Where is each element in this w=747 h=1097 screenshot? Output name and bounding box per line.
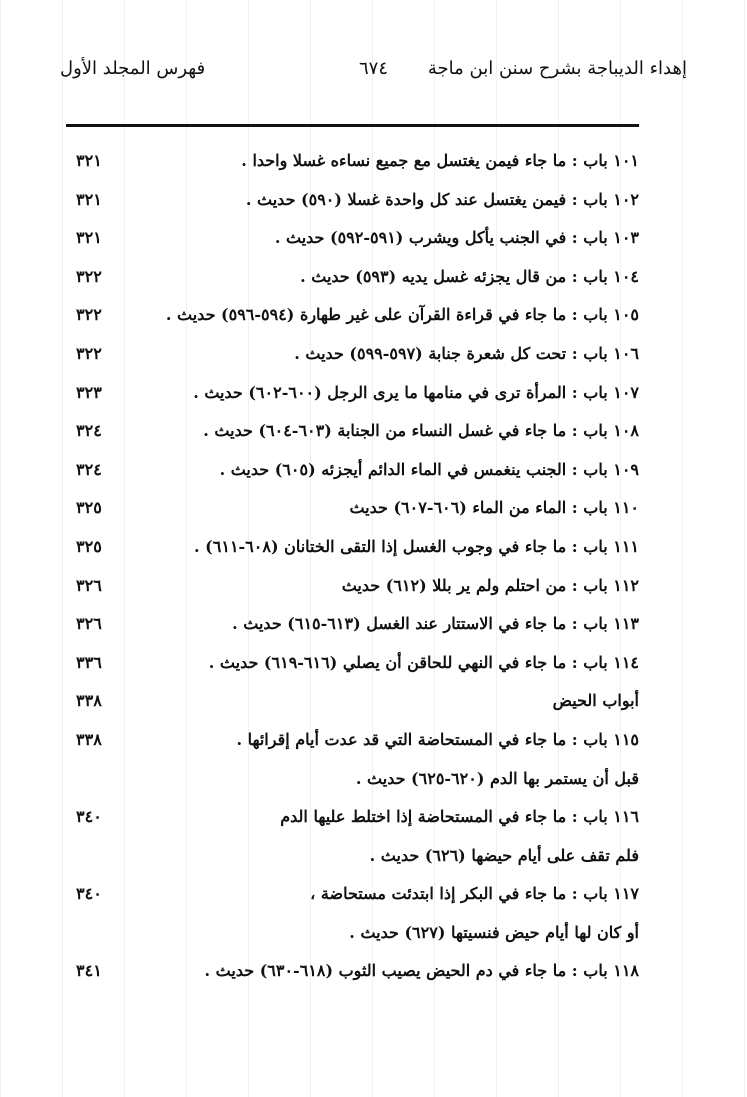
toc-entry-page: ٣٢٤ <box>76 421 102 441</box>
toc-entry-text: ١١٠ باب : الماء من الماء (٦٠٦-٦٠٧) حديث <box>349 498 639 518</box>
header-rule <box>66 124 639 127</box>
toc-entry <box>76 185 639 224</box>
page-number: ٦٧٤ <box>358 58 388 79</box>
toc-entry-page: ٣٣٦ <box>76 652 102 672</box>
toc-entry-page: ٣٢٥ <box>76 498 102 518</box>
toc-entry-page: ٣٢١ <box>76 189 102 209</box>
toc-entry-text: ١١٣ باب : ما جاء في الاستتار عند الغسل (٦١٣-٦١٥) حديث . <box>232 614 639 634</box>
toc-entry <box>76 416 639 455</box>
toc-entry-page: ٣٤١ <box>76 961 102 981</box>
toc-entry-page: ٣٢٦ <box>76 575 102 595</box>
toc-entry-text: ١٠٣ باب : في الجنب يأكل ويشرب (٥٩١-٥٩٢) حديث . <box>274 228 639 248</box>
toc-entry-page: ٣٣٨ <box>76 691 102 711</box>
toc-entry <box>76 339 639 378</box>
toc-entry-page: ٣٢٣ <box>76 382 102 402</box>
toc-entry-page: ٣٤٠ <box>76 807 102 827</box>
toc-entry-continuation <box>76 841 639 880</box>
toc-entry-text: ١٠٢ باب : فيمن يغتسل عند كل واحدة غسلا (٥٩٠) حديث . <box>245 189 639 209</box>
toc-entry <box>76 956 639 995</box>
toc-entry-text: ١٠٤ باب : من قال يجزئه غسل يديه (٥٩٣) حديث . <box>300 266 639 286</box>
toc-entry <box>76 879 639 918</box>
page-header <box>60 58 687 90</box>
toc-entry-text: ١٠٧ باب : المرأة ترى في منامها ما يرى الرجل (٦٠٠-٦٠٢) حديث . <box>193 382 639 402</box>
toc-entry-page: ٣٢٢ <box>76 305 102 325</box>
toc-entry-page: ٣٢٤ <box>76 459 102 479</box>
toc-entry <box>76 455 639 494</box>
toc-entry-text: ١١١ باب : ما جاء في وجوب الغسل إذا التقى الختانان (٦٠٨-٦١١) . <box>194 536 639 556</box>
toc-entry-text: ١١٢ باب : من احتلم ولم ير بللا (٦١٢) حديث <box>341 575 639 595</box>
toc-entry <box>76 378 639 417</box>
toc-entry-page: ٣٣٨ <box>76 729 102 749</box>
section-title: فهرس المجلد الأول <box>60 58 206 79</box>
toc-entry <box>76 571 639 610</box>
toc-entry-page: ٣٢٥ <box>76 536 102 556</box>
toc-entry-text: ١٠٩ باب : الجنب ينغمس في الماء الدائم أيجزئه (٦٠٥) حديث . <box>219 459 639 479</box>
toc-entry <box>76 262 639 301</box>
toc-entry-text: أو كان لها أيام حيض فنسيتها (٦٢٧) حديث . <box>349 922 639 942</box>
toc-entry-text: ١١٤ باب : ما جاء في النهي للحاقن أن يصلي (٦١٦-٦١٩) حديث . <box>208 652 639 672</box>
toc-entry-text: ١٠٨ باب : ما جاء في غسل النساء من الجنابة (٦٠٣-٦٠٤) حديث . <box>203 421 639 441</box>
toc-entry <box>76 146 639 185</box>
toc-entry-continuation <box>76 918 639 957</box>
toc-entry-text: قبل أن يستمر بها الدم (٦٢٠-٦٢٥) حديث . <box>355 768 639 788</box>
toc-entry-page: ٣٢٢ <box>76 266 102 286</box>
toc-entry-text: فلم تقف على أيام حيضها (٦٢٦) حديث . <box>369 845 639 865</box>
toc-entry-text: ١١٥ باب : ما جاء في المستحاضة التي قد عدت أيام إقرائها . <box>236 729 639 749</box>
toc-entry-text: ١٠٦ باب : تحت كل شعرة جنابة (٥٩٧-٥٩٩) حديث . <box>294 343 639 363</box>
toc-section-heading <box>76 686 639 725</box>
toc-entry <box>76 493 639 532</box>
toc-entry-page: ٣٢٦ <box>76 614 102 634</box>
toc-entry <box>76 223 639 262</box>
toc-entry <box>76 300 639 339</box>
toc-entry-text: أبواب الحيض <box>552 691 639 711</box>
toc-entry <box>76 802 639 841</box>
toc-entry-text: ١٠١ باب : ما جاء فيمن يغتسل مع جميع نساءه غسلا واحدا . <box>241 151 639 170</box>
toc-entry-page: ٣٢٢ <box>76 343 102 363</box>
toc-entry <box>76 725 639 764</box>
toc-entry-continuation <box>76 764 639 803</box>
toc-entry-text: ١١٧ باب : ما جاء في البكر إذا ابتدئت مستحاضة ، <box>310 884 639 904</box>
toc-entry <box>76 532 639 571</box>
toc-entry-text: ١١٦ باب : ما جاء في المستحاضة إذا اختلط عليها الدم <box>280 807 639 827</box>
table-of-contents <box>76 146 639 995</box>
toc-entry-text: ١١٨ باب : ما جاء في دم الحيض يصيب الثوب (٦١٨-٦٣٠) حديث . <box>204 961 639 981</box>
book-title: إهداء الديباجة بشرح سنن ابن ماجة <box>427 58 687 79</box>
toc-entry-text: ١٠٥ باب : ما جاء في قراءة القرآن على غير طهارة (٥٩٤-٥٩٦) حديث . <box>165 305 639 325</box>
toc-entry <box>76 648 639 687</box>
toc-entry-page: ٣٢١ <box>76 151 102 170</box>
toc-entry <box>76 609 639 648</box>
toc-entry-page: ٣٤٠ <box>76 884 102 904</box>
toc-entry-page: ٣٢١ <box>76 228 102 248</box>
